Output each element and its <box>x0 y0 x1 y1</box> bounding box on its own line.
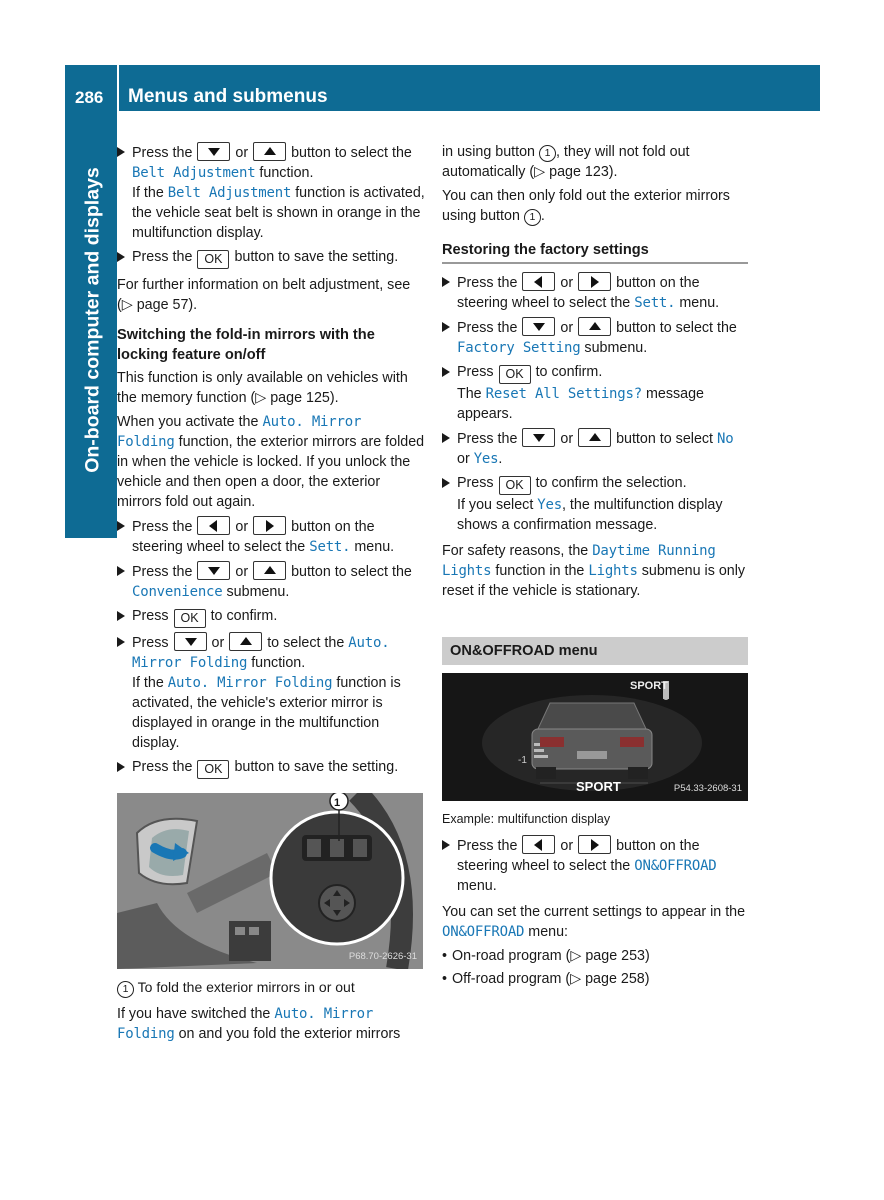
step-select-onoffroad-menu: Press the or button on the steering wheel to select the ON&OFFROAD menu. <box>442 835 748 896</box>
display-text: ON&OFFROAD <box>634 858 717 874</box>
right-column <box>442 142 748 992</box>
display-text: Yes <box>473 451 499 467</box>
up-button-icon <box>578 317 611 336</box>
display-text: No <box>717 431 734 447</box>
paragraph: When you activate the Auto. Mirror Folding function, the exterior mirrors are folded in when the vehicle is locked. If you unlock the vehicle and then open a door, the exterior mirrors fold out again. <box>117 414 425 510</box>
display-text: ON&OFFROAD <box>442 924 525 940</box>
step-arrow-icon <box>117 521 125 531</box>
paragraph: in using button 1 , they will not fold out automatically (▷ page 123). <box>442 144 690 180</box>
left-button-icon <box>522 835 555 854</box>
callout-number-icon: 1 <box>117 981 134 998</box>
level-indicator: -1 <box>518 755 527 766</box>
step-arrow-icon <box>117 611 125 621</box>
down-button-icon <box>174 632 207 651</box>
step-arrow-icon <box>117 637 125 647</box>
up-button-icon <box>253 142 286 161</box>
up-button-icon <box>253 561 286 580</box>
door-mirror-switch-photo <box>117 793 423 969</box>
figure-caption: 1 To fold the exterior mirrors in or out <box>117 977 425 998</box>
step-select-sett-menu: Press the or button on the steering wheel to select the Sett. menu. <box>117 516 425 557</box>
paragraph: For further information on belt adjustment, see (▷ page 57). <box>117 277 411 313</box>
paragraph: If you have switched the Auto. Mirror Folding on and you fold the exterior mirrors <box>117 1006 401 1042</box>
display-text: Yes <box>537 497 562 513</box>
step-select-yes-no: Press the or button to select No or Yes. <box>442 428 748 469</box>
step-arrow-icon <box>117 762 125 772</box>
section-band-heading: ON&OFFROAD menu <box>442 637 748 665</box>
chapter-label: On-board computer and displays <box>81 167 104 473</box>
left-button-icon <box>197 516 230 535</box>
right-button-icon <box>253 516 286 535</box>
door-panel-illustration <box>117 793 423 969</box>
step-arrow-icon <box>117 566 125 576</box>
figure-caption: Example: multifunction display <box>442 812 611 826</box>
display-text: Convenience <box>132 584 223 600</box>
display-text: Reset All Settings? <box>485 386 642 402</box>
header-divider <box>117 65 119 111</box>
step-arrow-icon <box>442 478 450 488</box>
display-text: Belt Adjustment <box>167 185 292 201</box>
step-arrow-icon <box>442 277 450 287</box>
ok-button-icon: OK <box>499 365 531 384</box>
display-text: Daytime Running Lights <box>442 543 716 579</box>
step-confirm: Press OK to confirm. The Reset All Settings? message appears. <box>442 362 748 424</box>
ok-button-icon: OK <box>499 476 531 495</box>
display-text: Belt Adjustment <box>132 165 256 181</box>
ok-button-icon: OK <box>174 609 206 628</box>
step-select-convenience: Press the or button to select the Convenience submenu. <box>117 561 425 602</box>
step-arrow-icon <box>442 433 450 443</box>
ok-button-icon: OK <box>197 250 229 269</box>
page-number: 286 <box>75 88 104 107</box>
callout-number-icon: 1 <box>524 209 541 226</box>
step-confirm: Press OK to confirm. <box>117 606 425 628</box>
display-text: Factory Setting <box>457 340 581 356</box>
display-mode-value: SPORT <box>576 779 621 794</box>
step-select-mirror-folding: Press or to select the Auto. Mirror Folding function. If the Auto. Mirror Folding function is activated, the vehicle's exterior mirror is displayed in orange in the multifunction display. <box>117 632 425 753</box>
multifunction-display-image <box>442 673 748 801</box>
paragraph: You can set the current settings to appear in the ON&OFFROAD menu: <box>442 904 746 940</box>
photo-callout-number: 1 <box>334 797 341 809</box>
down-button-icon <box>197 142 230 161</box>
step-select-sett-menu: Press the or button on the steering wheel to select the Sett. menu. <box>442 272 748 313</box>
step-arrow-icon <box>442 367 450 377</box>
display-text: Auto. Mirror Folding <box>117 1006 374 1042</box>
section-heading: Restoring the factory settings <box>442 240 748 264</box>
display-text: Sett. <box>634 295 676 311</box>
step-select-belt-adjustment: Press the or button to select the Belt Adjustment function. If the Belt Adjustment function is activated, the vehicle seat belt is shown in orange in the multifunction display. <box>117 142 425 243</box>
step-arrow-icon <box>442 322 450 332</box>
left-button-icon <box>522 272 555 291</box>
down-button-icon <box>197 561 230 580</box>
callout-number-icon: 1 <box>539 145 556 162</box>
paragraph: You can then only fold out the exterior mirrors using button 1 . <box>442 188 730 224</box>
ok-button-icon: OK <box>197 760 229 779</box>
display-text: Lights <box>588 563 638 579</box>
step-select-factory-setting: Press the or button to select the Factory Setting submenu. <box>442 317 748 358</box>
step-arrow-icon <box>117 252 125 262</box>
down-button-icon <box>522 317 555 336</box>
step-save-setting: Press the OK button to save the setting. <box>117 757 425 779</box>
display-text: Auto. Mirror Folding <box>117 414 362 450</box>
page-title: Menus and submenus <box>128 86 328 107</box>
left-column <box>117 142 425 1048</box>
step-confirm-selection: Press OK to confirm the selection. If you select Yes, the multifunction display shows a confirmation message. <box>442 473 748 535</box>
down-button-icon <box>522 428 555 447</box>
list-item: • On-road program (▷ page 253) <box>442 946 748 966</box>
figure-code: P68.70-2626-31 <box>348 951 417 962</box>
display-text: Sett. <box>309 539 351 555</box>
up-button-icon <box>578 428 611 447</box>
display-text: Auto. Mirror Folding <box>167 675 333 691</box>
up-button-icon <box>229 632 262 651</box>
step-arrow-icon <box>117 147 125 157</box>
display-text: Auto. Mirror Folding <box>132 635 390 671</box>
page-header <box>65 65 820 111</box>
list-item: • Off-road program (▷ page 258) <box>442 969 748 989</box>
step-save-setting: Press the OK button to save the setting. <box>117 247 425 269</box>
right-button-icon <box>578 272 611 291</box>
display-mode-label: SPORT <box>630 680 668 692</box>
section-heading: Switching the fold-in mirrors with the locking feature on/off <box>117 327 375 363</box>
paragraph: For safety reasons, the Daytime Running Lights function in the Lights submenu is only reset if the vehicle is stationary. <box>442 543 746 599</box>
step-arrow-icon <box>442 840 450 850</box>
paragraph: This function is only available on vehicles with the memory function (▷ page 125). <box>117 370 408 406</box>
figure-code: P54.33-2608-31 <box>673 783 742 794</box>
right-button-icon <box>578 835 611 854</box>
